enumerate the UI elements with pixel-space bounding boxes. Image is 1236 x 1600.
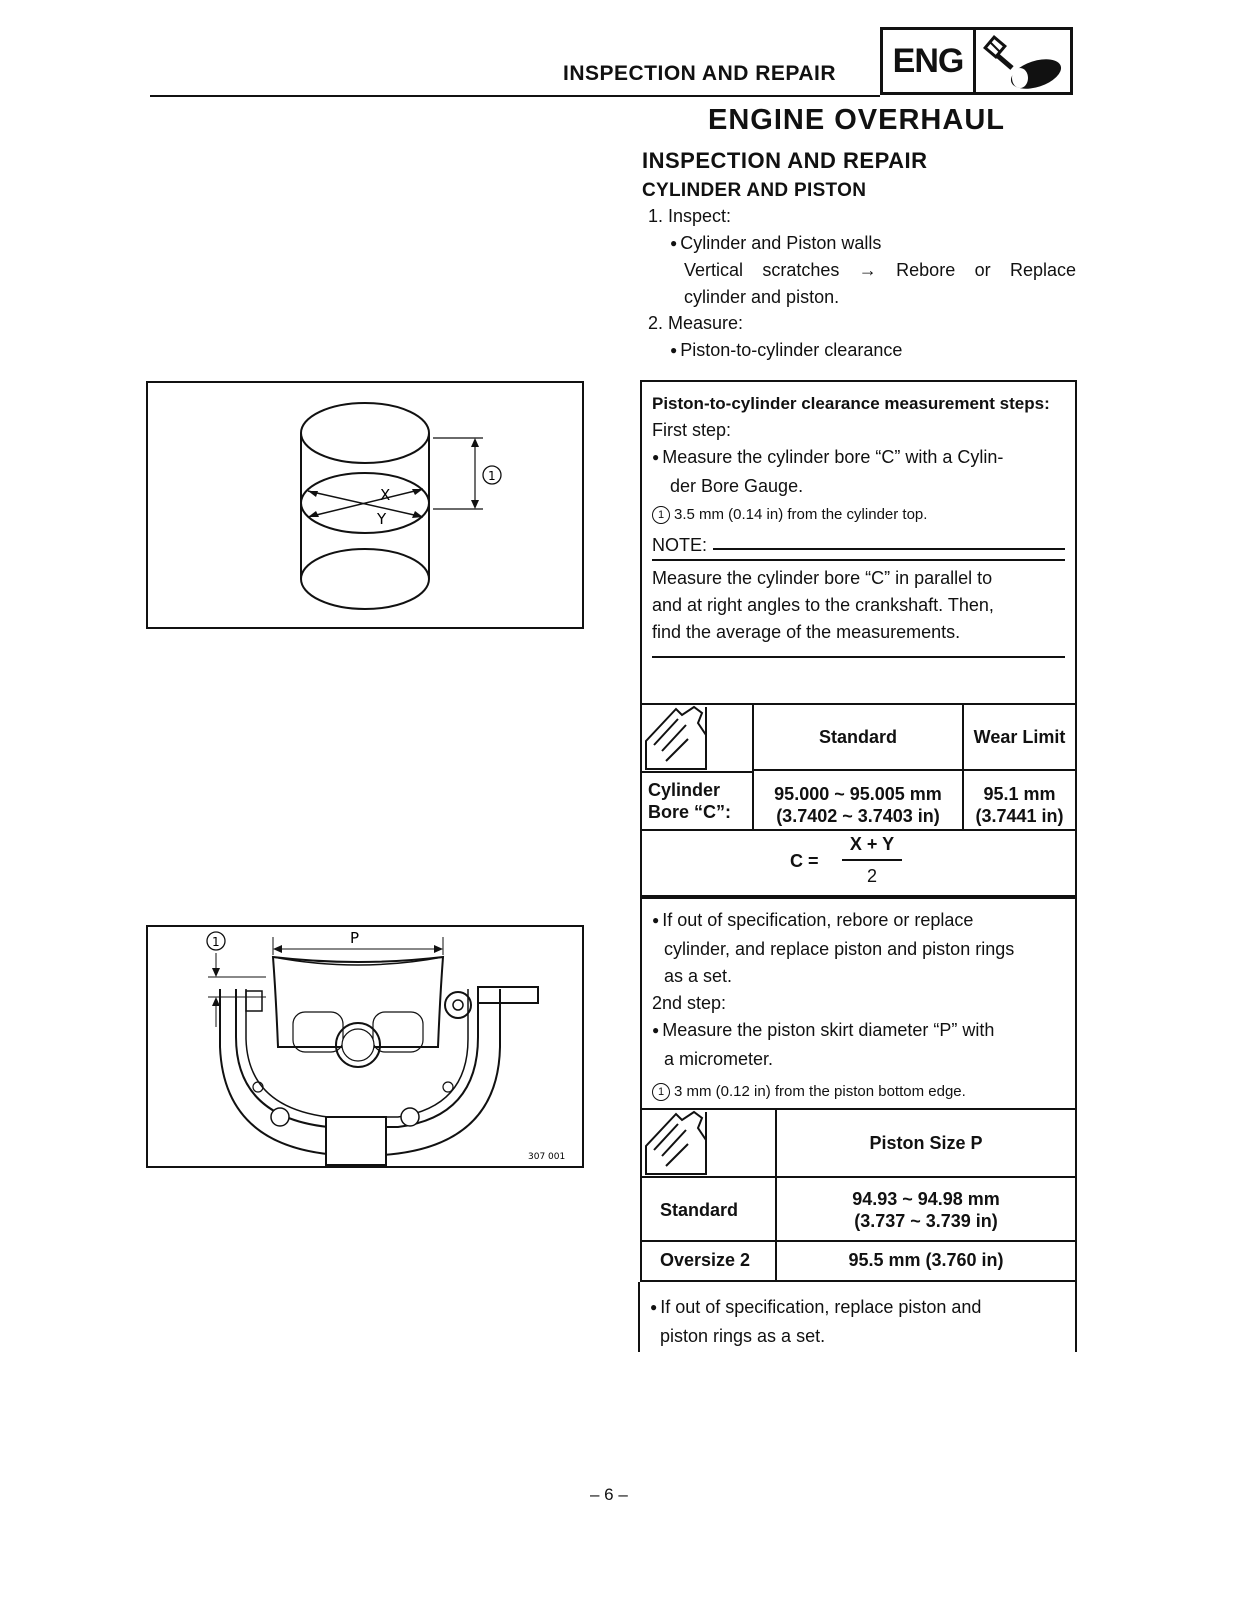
subsection-title: CYLINDER AND PISTON (642, 180, 867, 201)
note-line-3: find the average of the measurements. (652, 622, 961, 642)
first-step-label: First step: (652, 420, 732, 440)
standard-value-mm: 95.000 ~ 95.005 mm (774, 784, 942, 804)
row-oversize-label: Oversize 2 (642, 1242, 777, 1280)
p-label: P (350, 929, 360, 947)
col-standard: Standard (754, 705, 964, 771)
procedure-heading: Piston-to-cylinder clearance measurement steps: (652, 394, 1050, 413)
piston-size-spec-table (640, 1108, 1077, 1282)
formula-lhs: C = (790, 851, 819, 871)
step-1-line-2: cylinder and piston. (684, 287, 840, 307)
caliper-icon-2 (642, 1110, 777, 1178)
row-label-line-2: Bore “C”: (648, 802, 732, 822)
note-label: NOTE: (652, 535, 708, 555)
row-standard-value-in: (3.737 ~ 3.739 in) (854, 1211, 998, 1231)
section-title: INSPECTION AND REPAIR (642, 148, 928, 173)
note-line-1: Measure the cylinder bore “C” in parallel to (652, 568, 993, 588)
figure-code: 307 001 (528, 1152, 566, 1162)
header-rule (150, 95, 880, 97)
row-label-cylinder-bore (642, 771, 754, 831)
cylinder-figure (146, 381, 584, 629)
final-bullet-1: ● If out of specification, replace piston and (640, 1282, 1075, 1323)
first-step-bullet-1: ● Measure the cylinder bore “C” with a Cylin- (652, 444, 1065, 473)
second-step-bullet-2: a micrometer. (664, 1049, 774, 1069)
final-note-box (638, 1282, 1077, 1352)
procedure-box-2 (640, 897, 1077, 1108)
wear-limit-value (964, 771, 1075, 831)
formula-numerator: X + Y (849, 834, 895, 854)
final-bullet-2: piston rings as a set. (660, 1326, 826, 1346)
wrench-icon (976, 27, 1073, 95)
col-piston-size: Piston Size P (777, 1110, 1075, 1178)
standard-value-in: (3.7402 ~ 3.7403 in) (776, 806, 940, 826)
callout-1-label-2: 1 (212, 935, 220, 949)
procedure-box (640, 380, 1077, 703)
note-bottom-rule (652, 656, 1065, 658)
formula-fraction-bar (842, 859, 902, 861)
col-wear-limit: Wear Limit (964, 705, 1075, 771)
wear-limit-mm: 95.1 mm (983, 784, 1056, 804)
footnote-2-number: 1 (652, 1083, 670, 1101)
piston-micrometer-figure (146, 925, 584, 1168)
standard-value (754, 771, 964, 831)
note-line-2: and at right angles to the crankshaft. Then, (652, 595, 994, 615)
y-label: Y (377, 510, 387, 528)
eng-badge: ENG (880, 27, 976, 95)
cylinder-bore-spec-table (640, 703, 1077, 897)
row-standard-value (777, 1178, 1075, 1242)
step-2-bullet: ● Piston-to-cylinder clearance (670, 337, 902, 366)
caliper-icon (642, 705, 754, 771)
first-step-bullet-2: der Bore Gauge. (670, 476, 804, 496)
step-1-bullet: ● Cylinder and Piston walls (670, 230, 881, 259)
footnote-1-number: 1 (652, 506, 670, 524)
page-title: ENGINE OVERHAUL (708, 104, 1005, 136)
callout-1-label: 1 (488, 469, 496, 483)
after-bullet-2: cylinder, and replace piston and piston rings (664, 939, 1015, 959)
page-number: – 6 – (590, 1485, 628, 1504)
step-1: 1. Inspect: (648, 206, 732, 226)
wear-limit-in: (3.7441 in) (975, 806, 1064, 826)
header-section-title: INSPECTION AND REPAIR (563, 62, 837, 85)
row-standard-value-mm: 94.93 ~ 94.98 mm (852, 1189, 1000, 1209)
step-1-line-1: Vertical scratches → Rebore or Replace (684, 260, 1076, 280)
row-label-line-1: Cylinder (648, 780, 721, 800)
note-top-rule (652, 559, 1065, 561)
x-label: X (380, 486, 391, 504)
row-oversize-value: 95.5 mm (3.760 in) (848, 1250, 1004, 1270)
second-step-label: 2nd step: (652, 993, 727, 1013)
row-standard-label: Standard (642, 1178, 777, 1242)
formula-denominator: 2 (866, 866, 877, 886)
after-bullet-3: as a set. (664, 966, 733, 986)
second-step-bullet-1: ● Measure the piston skirt diameter “P” with (652, 1017, 1065, 1046)
footnote-1-text: 3.5 mm (0.14 in) from the cylinder top. (674, 506, 928, 523)
formula (642, 831, 1075, 895)
note-rule (713, 548, 1065, 550)
step-2: 2. Measure: (648, 313, 744, 333)
after-bullet-1: ● If out of specification, rebore or replace (652, 907, 1065, 936)
footnote-2-text: 3 mm (0.12 in) from the piston bottom edge. (674, 1083, 966, 1100)
